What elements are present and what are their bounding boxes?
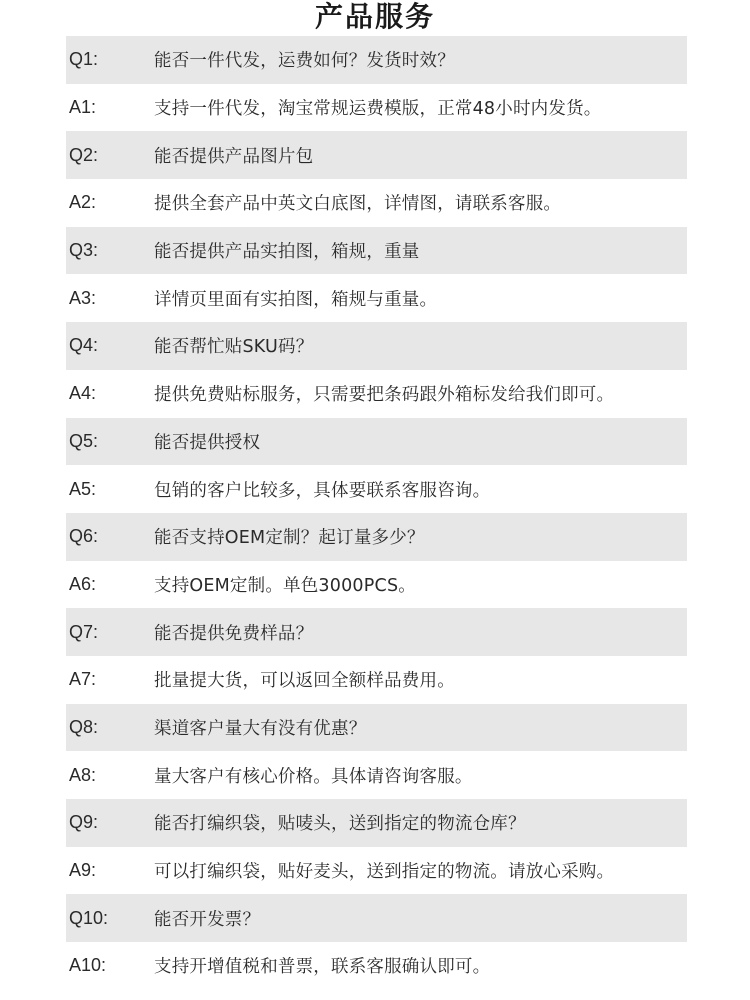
faq-row-a10	[66, 942, 687, 990]
faq-row-a2	[66, 179, 687, 227]
answer-key: A2:	[69, 192, 97, 213]
question-key: Q6:	[69, 526, 99, 547]
question-key: Q7:	[69, 621, 99, 642]
answer-key: A10:	[69, 955, 107, 976]
answer-key: A7:	[69, 669, 97, 690]
question-text: 能否打编织袋，贴唛头，送到指定的物流仓库？	[154, 814, 526, 835]
answer-key: A9:	[69, 860, 97, 881]
question-key: Q2:	[69, 144, 99, 165]
faq-row-a9	[66, 847, 687, 895]
faq-row-q9	[66, 799, 687, 847]
question-key: Q1:	[69, 49, 99, 70]
faq-row-a3	[66, 274, 687, 322]
question-key: Q10:	[69, 907, 109, 928]
faq-list	[66, 36, 687, 990]
answer-text: 详情页里面有实拍图，箱规与重量。	[154, 289, 438, 310]
question-text: 能否提供产品实拍图，箱规，重量	[154, 242, 420, 263]
answer-text: 批量提大货，可以返回全额样品费用。	[154, 671, 455, 692]
question-text: 能否开发票？	[154, 909, 261, 930]
question-text: 能否提供授权	[154, 432, 261, 453]
faq-row-q1	[66, 36, 687, 84]
faq-row-q6	[66, 513, 687, 561]
answer-key: A8:	[69, 764, 97, 785]
faq-row-q8	[66, 704, 687, 752]
answer-key: A1:	[69, 97, 97, 118]
answer-text: 包销的客户比较多，具体要联系客服咨询。	[154, 480, 491, 501]
faq-row-q10	[66, 894, 687, 942]
question-key: Q4:	[69, 335, 99, 356]
question-text: 能否帮忙贴SKU码？	[154, 337, 314, 358]
answer-key: A6:	[69, 573, 97, 594]
question-key: Q5:	[69, 430, 99, 451]
faq-row-q5	[66, 418, 687, 466]
faq-row-q7	[66, 608, 687, 656]
faq-row-q3	[66, 227, 687, 275]
question-text: 能否支持OEM定制？起订量多少？	[154, 528, 425, 549]
faq-row-q2	[66, 131, 687, 179]
question-text: 能否一件代发，运费如何？发货时效？	[154, 51, 455, 72]
answer-key: A4:	[69, 383, 97, 404]
answer-text: 可以打编织袋，贴好麦头，送到指定的物流。请放心采购。	[154, 862, 615, 883]
question-key: Q3:	[69, 240, 99, 261]
question-key: Q9:	[69, 812, 99, 833]
page-title: 产品服务	[314, 0, 435, 33]
faq-row-a6	[66, 561, 687, 609]
faq-row-a5	[66, 465, 687, 513]
answer-text: 提供免费贴标服务，只需要把条码跟外箱标发给我们即可。	[154, 385, 615, 406]
answer-text: 支持开增值税和普票，联系客服确认即可。	[154, 957, 491, 978]
answer-text: 提供全套产品中英文白底图，详情图，请联系客服。	[154, 194, 562, 215]
faq-row-a1	[66, 84, 687, 132]
answer-text: 支持OEM定制。单色3000PCS。	[154, 575, 416, 596]
question-key: Q8:	[69, 716, 99, 737]
question-text: 能否提供免费样品？	[154, 623, 314, 644]
answer-text: 支持一件代发，淘宝常规运费模版，正常48小时内发货。	[154, 99, 602, 120]
faq-row-q4	[66, 322, 687, 370]
question-text: 能否提供产品图片包	[154, 146, 314, 167]
faq-row-a8	[66, 751, 687, 799]
question-text: 渠道客户量大有没有优惠？	[154, 718, 367, 739]
answer-key: A3:	[69, 287, 97, 308]
answer-text: 量大客户有核心价格。具体请咨询客服。	[154, 766, 473, 787]
faq-row-a4	[66, 370, 687, 418]
answer-key: A5:	[69, 478, 97, 499]
faq-row-a7	[66, 656, 687, 704]
